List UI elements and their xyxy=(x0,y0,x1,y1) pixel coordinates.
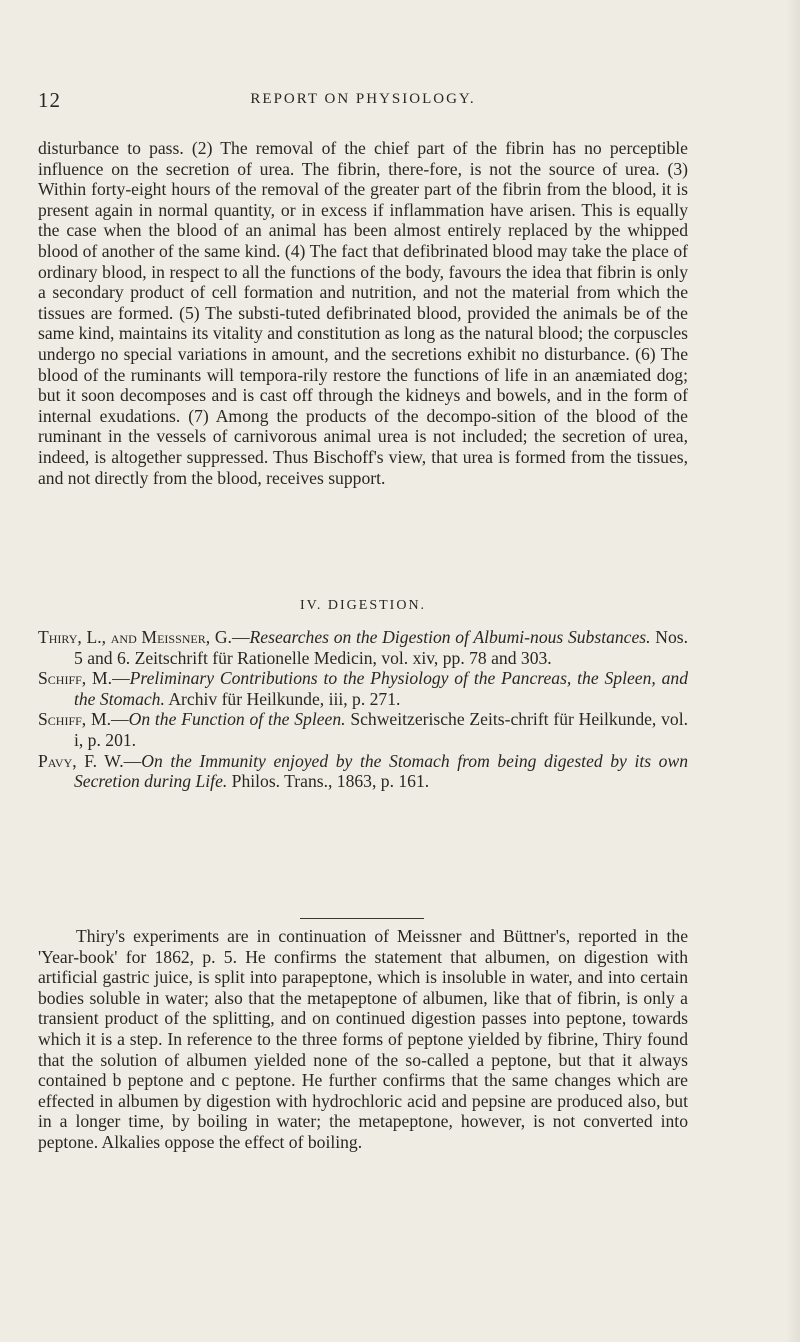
reference-author: Schiff, M. xyxy=(38,709,112,730)
reference-separator: — xyxy=(112,668,130,689)
reference-source: Philos. Trans., 1863, p. 161. xyxy=(227,771,430,792)
reference-entry xyxy=(38,668,688,709)
reference-author: Thiry, L., and Meissner, G. xyxy=(38,627,232,647)
page-edge-shadow xyxy=(786,0,800,1342)
running-head xyxy=(38,88,688,118)
reference-source: Archiv für Heilkunde, iii, p. 271. xyxy=(164,688,401,709)
reference-entry xyxy=(38,751,688,792)
reference-entry xyxy=(38,627,688,668)
body-paragraph-fibrin: disturbance to pass. (2) The removal of the chief part of the fibrin has no perceptible influence on the secretion of urea. The fibrin, there-fore, is not the source of urea. (3) Within forty-eight hours of the removal of the greater part of the fibrin from the blood, it is present again in normal quantity, or in excess if inflammation have arisen. This is equally the case when the blood of an animal has been almost entirely replaced by the whipped blood of another of the same kind. (4) The fact that defibrinated blood may take the place of ordinary blood, in respect to all the functions of the body, favours the idea that fibrin is only a secondary product of cell formation and nutrition, and not the material from which the tissues are formed. (5) The substi-tuted defibrinated blood, provided the animals be of the same kind, maintains its vitality and constitution as long as the natural blood; the corpuscles undergo no special variations in amount, and the secretions exhibit no disturbance. (6) The blood of the ruminants will tempora-rily restore the functions of life in an anæmiated dog; but it soon decomposes and is cast off through the kidneys and bowels, and in the form of internal exudations. (7) Among the products of the decompo-sition of the blood of the ruminant in the vessels of carnivorous animal urea is not included; the secretion of urea, indeed, is altogether suppressed. Thus Bischoff's view, that urea is formed from the tissues, and not directly from the blood, receives support. xyxy=(38,138,688,488)
body-paragraph-digestion: Thiry's experiments are in continuation of Meissner and Büttner's, reported in the 'Year-book' for 1862, p. 5. He confirms the statement that albumen, on digestion with artificial gastric juice, is split into parapeptone, which is insoluble in water, and into certain bodies soluble in water; also that the metapeptone of albumen, like that of fibrin, is only a transient product of the splitting, and on continued digestion passes into peptone, towards which it is a step. In reference to the three forms of peptone yielded by fibrine, Thiry found that the solution of albumen yielded none of the so-called a peptone, but that it always contained b peptone and c peptone. He further confirms that the same changes which are effected in albumen by digestion with hydrochloric acid and pepsine are produced also, but in a longer time, by boiling in water; the metapeptone, however, is not converted into peptone. Alkalies oppose the effect of boiling. xyxy=(38,926,688,1152)
running-title: REPORT ON PHYSIOLOGY. xyxy=(250,91,476,107)
reference-source: Schweitzerische Zeits-chrift für Heilkunde, vol. i, p. 201. xyxy=(74,709,688,750)
reference-source: Nos. 5 and 6. Zeitschrift für Rationelle Medicin, vol. xiv, pp. 78 and 303. xyxy=(74,627,688,668)
reference-separator: — xyxy=(231,627,250,647)
reference-author: Pavy, F. W. xyxy=(38,750,124,771)
reference-entry xyxy=(38,709,688,750)
section-heading: IV. DIGESTION. xyxy=(299,598,427,613)
reference-title: On the Immunity enjoyed by the Stomach from being digested by its own Secretion during Life. xyxy=(74,750,688,792)
bibliography-list xyxy=(38,627,688,792)
section-divider-rule xyxy=(300,918,424,919)
page-number: 12 xyxy=(38,88,61,112)
reference-title: On the Function of the Spleen. xyxy=(128,709,346,730)
reference-separator: — xyxy=(111,709,129,730)
reference-title: Researches on the Digestion of Albumi-nous Substances. xyxy=(249,627,651,647)
reference-author: Schiff, M. xyxy=(38,668,113,689)
reference-separator: — xyxy=(123,750,142,771)
reference-title: Preliminary Contributions to the Physiology of the Pancreas, the Spleen, and the Stomach. xyxy=(74,668,688,709)
